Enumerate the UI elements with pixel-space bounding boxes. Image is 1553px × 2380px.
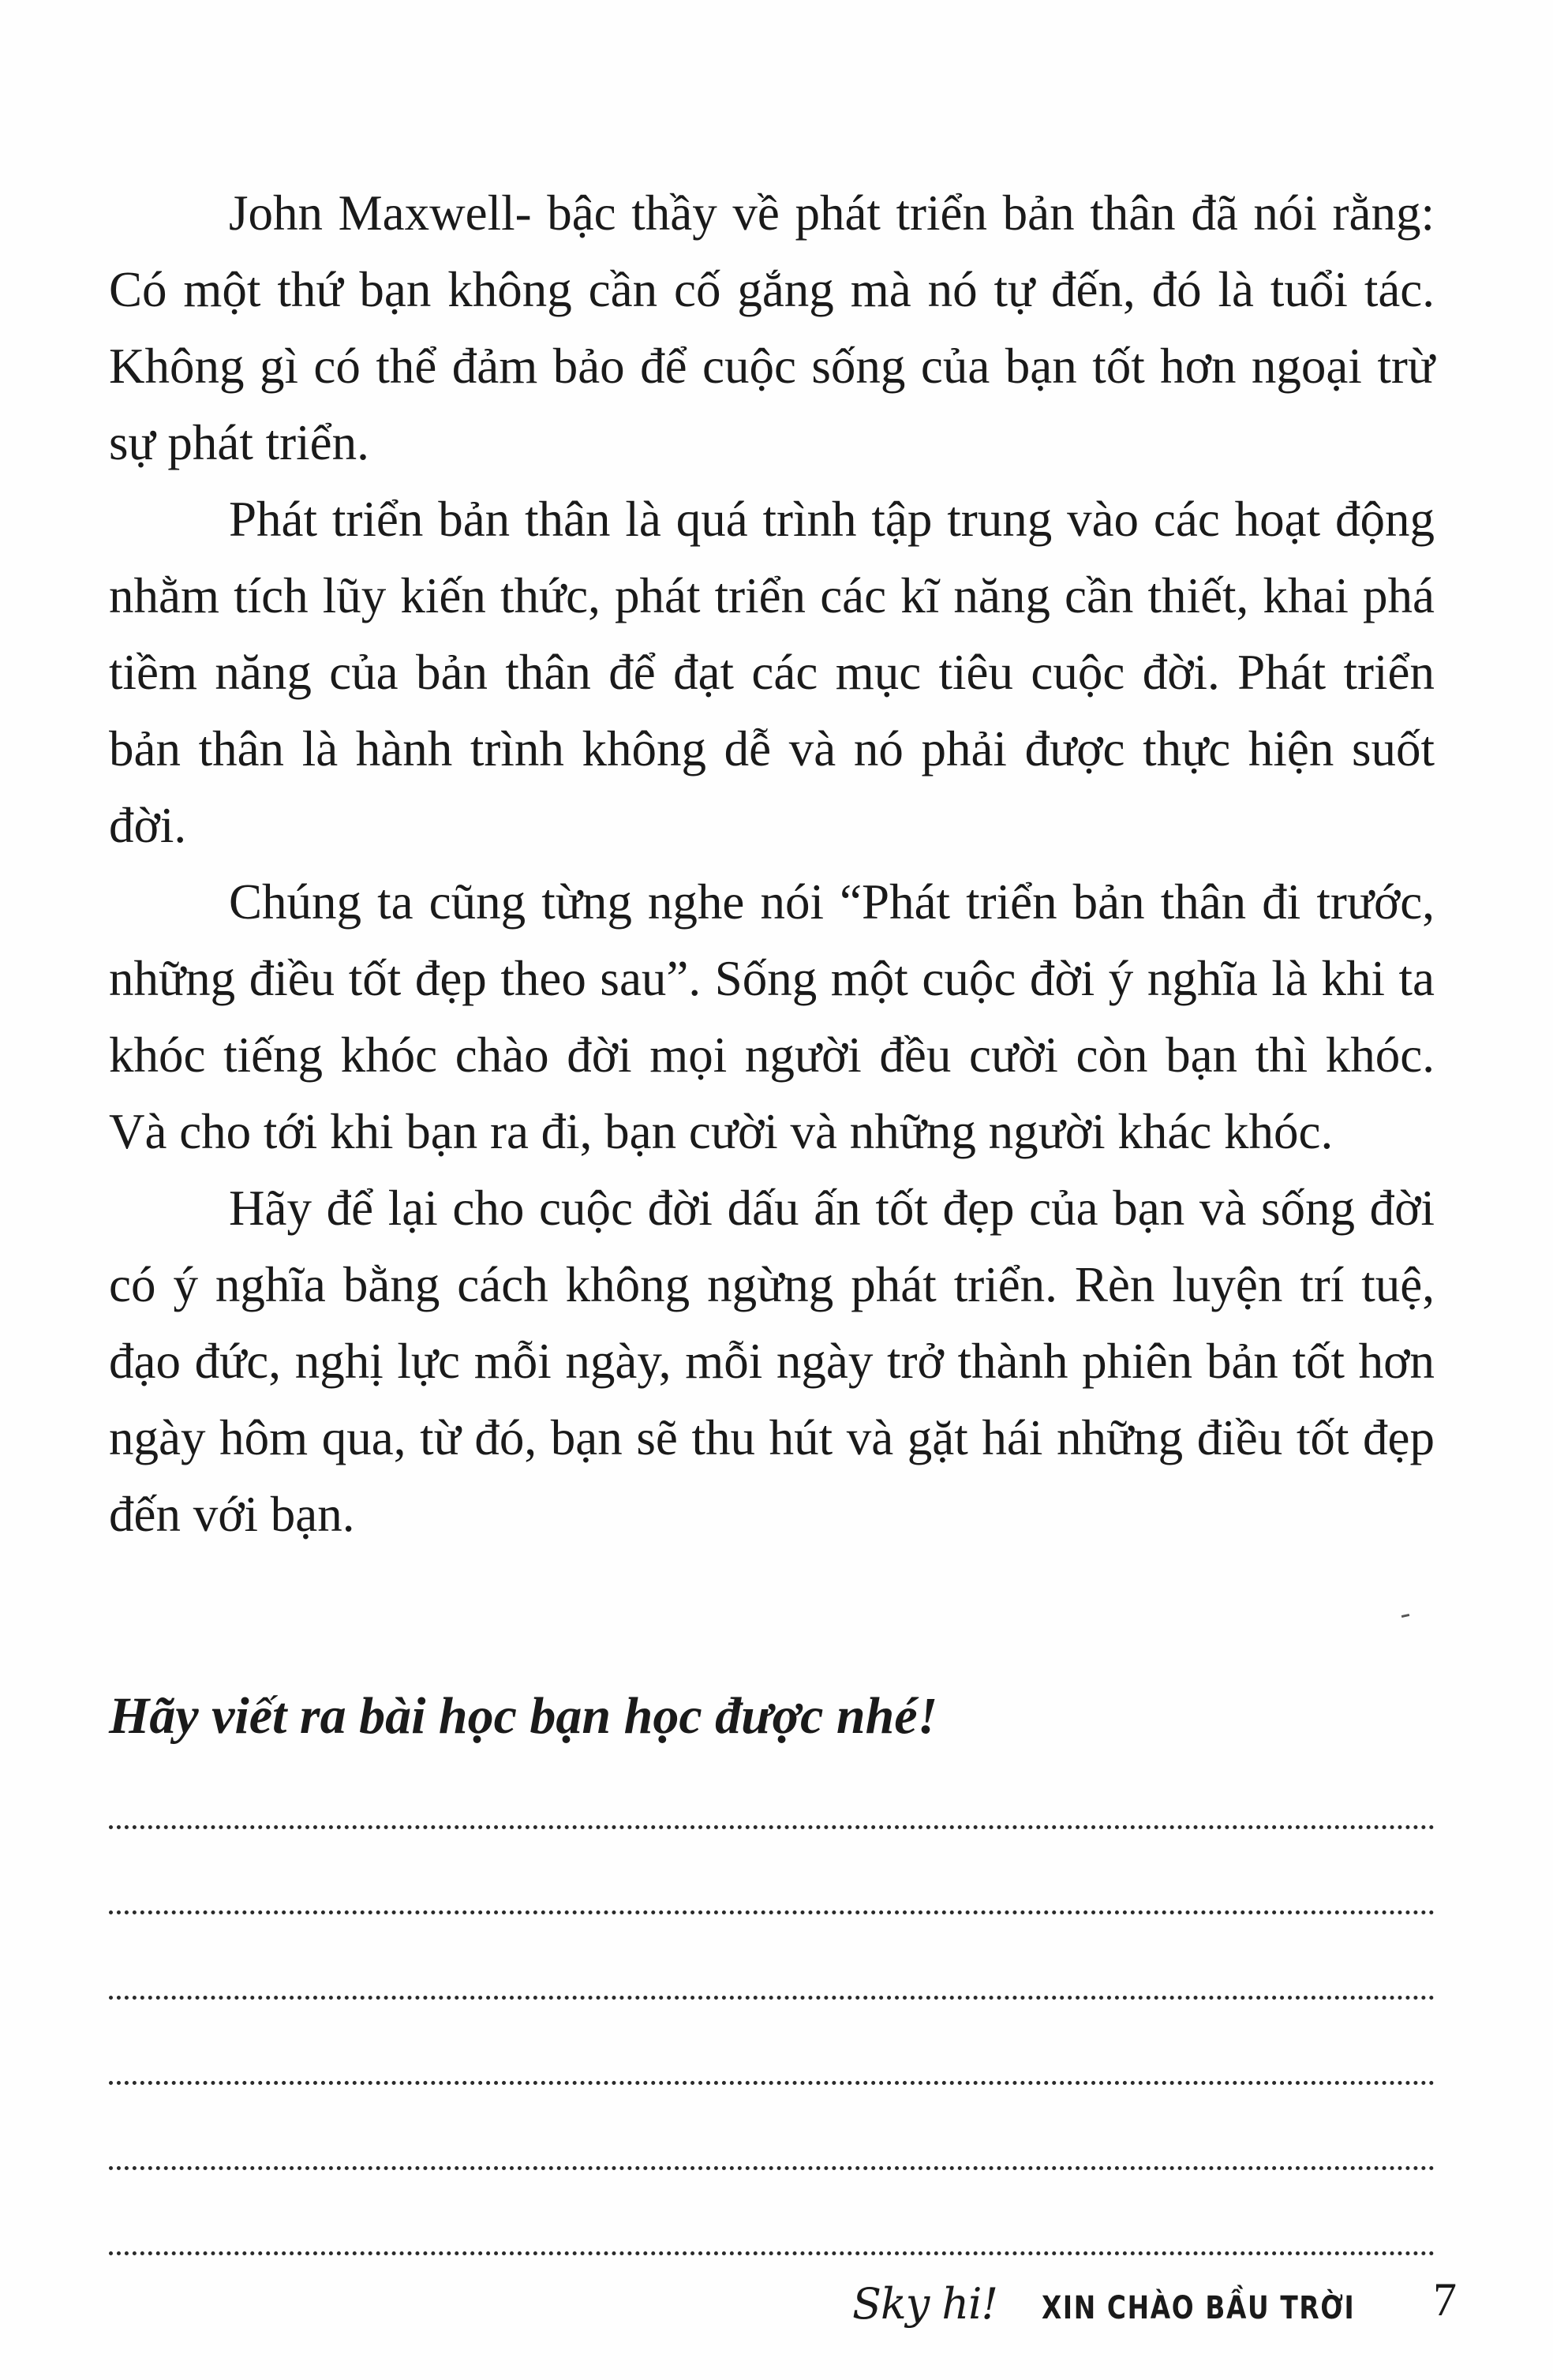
- answer-line: [109, 1744, 1435, 1829]
- answer-line: [109, 1829, 1435, 1914]
- print-speck: [1401, 1614, 1409, 1618]
- paragraph-3: Chúng ta cũng từng nghe nói “Phát triển bản thân đi trước, những điều tốt đẹp theo sau”. Sống một cuộc đời ý nghĩa là khi ta khóc tiếng khóc chào đời mọi người đều cười còn bạn thì khóc. Và cho tới khi bạn ra đi, bạn cười và những người khác khóc.: [109, 874, 1435, 1159]
- answer-line: [109, 2170, 1435, 2255]
- footer-logo-script: Sky hi!: [852, 2279, 998, 2329]
- footer-book-title: XIN CHÀO BẦU TRỜI: [1042, 2290, 1356, 2326]
- paragraph-1: John Maxwell- bậc thầy về phát triển bản thân đã nói rằng: Có một thứ bạn không cần cố gắng mà nó tự đến, đó là tuổi tác. Không gì có thể đảm bảo để cuộc sống của bạn tốt hơn ngoại trừ sự phát triển.: [109, 185, 1435, 470]
- answer-line: [109, 1914, 1435, 2000]
- body-text: [109, 175, 1435, 1553]
- exercise-prompt: Hãy viết ra bài học bạn học được nhé!: [109, 1687, 938, 1745]
- answer-line: [109, 2000, 1435, 2085]
- answer-line: [109, 2085, 1435, 2170]
- footer: [852, 2273, 1452, 2352]
- paragraph-2: Phát triển bản thân là quá trình tập trung vào các hoạt động nhằm tích lũy kiến thức, phát triển các kĩ năng cần thiết, khai phá tiềm năng của bản thân để đạt các mục tiêu cuộc đời. Phát triển bản thân là hành trình không dễ và nó phải được thực hiện suốt đời.: [109, 492, 1435, 853]
- paragraph-4: Hãy để lại cho cuộc đời dấu ấn tốt đẹp của bạn và sống đời có ý nghĩa bằng cách không ngừng phát triển. Rèn luyện trí tuệ, đạo đức, nghị lực mỗi ngày, mỗi ngày trở thành phiên bản tốt hơn ngày hôm qua, từ đó, bạn sẽ thu hút và gặt hái những điều tốt đẹp đến với bạn.: [109, 1181, 1435, 1542]
- page-number: 7: [1433, 2273, 1457, 2326]
- answer-lines: [109, 1744, 1435, 2255]
